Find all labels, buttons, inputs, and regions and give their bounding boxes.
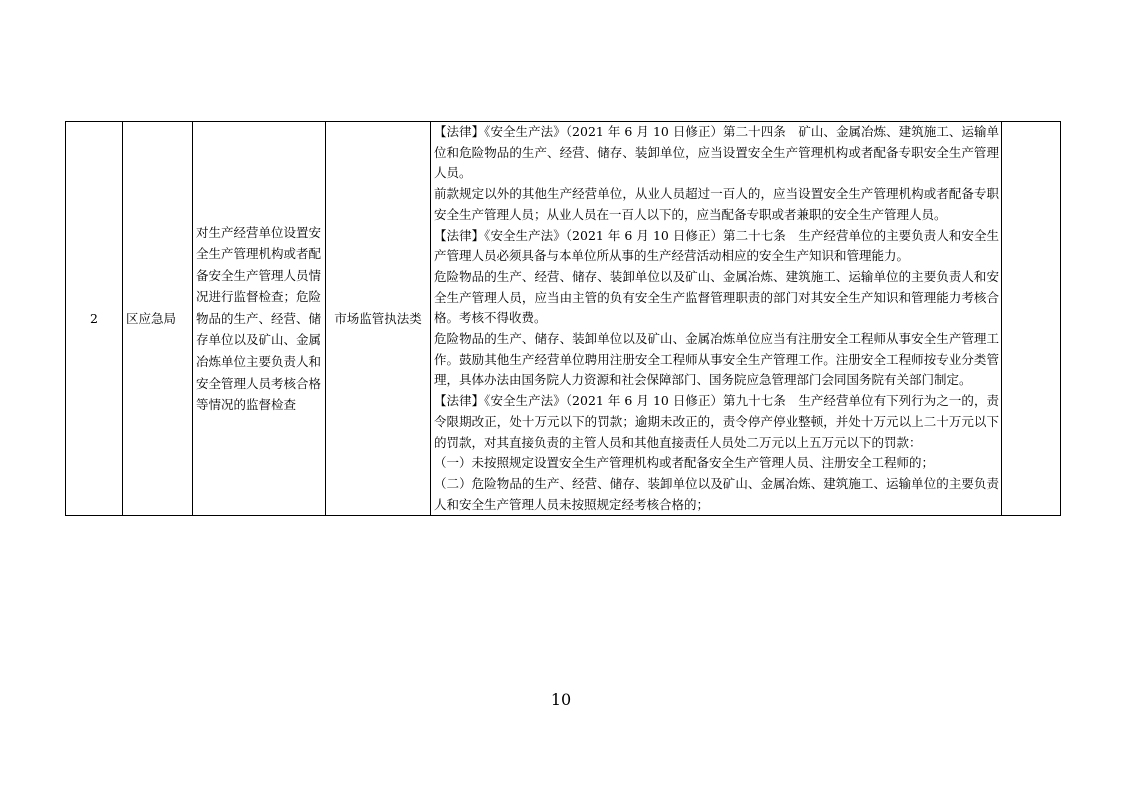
category-cell: 市场监管执法类 [326,122,431,516]
basis-paragraph: 危险物品的生产、经营、储存、装卸单位以及矿山、金属冶炼、建筑施工、运输单位的主要负责人和安全生产管理人员，应当由主管的负有安全生产监督管理职责的部门对其安全生产知识和管理能力考核合格。考核不得收费。 [434,268,999,326]
basis-paragraph: 【法律】《安全生产法》（2021 年 6 月 10 日修正）第二十七条 生产经营单位的主要负责人和安全生产管理人员必须具备与本单位所从事的生产经营活动相应的安全生产知识和管理能力。 [434,227,999,264]
table-row [66,122,1061,516]
basis-paragraph: （二）危险物品的生产、经营、储存、装卸单位以及矿山、金属冶炼、建筑施工、运输单位的主要负责人和安全生产管理人员未按照规定经考核合格的； [434,475,999,512]
check-item-text: 对生产经营单位设置安全生产管理机构或者配备安全生产管理人员情况进行监督检查；危险物品的生产、经营、储存单位以及矿山、金属冶炼单位主要负责人和安全管理人员考核合格等情况的监督检查 [196,224,322,413]
note-cell [1002,122,1061,516]
page-number: 10 [550,690,572,709]
basis-paragraph: 【法律】《安全生产法》（2021 年 6 月 10 日修正）第九十七条 生产经营单位有下列行为之一的，责令限期改正，处十万元以下的罚款；逾期未改正的，责令停产停业整顿，并处十万元以上二十万元以下的罚款，对其直接负责的主管人员和其他直接责任人员处二万元以上五万元以下的罚款： [434,393,999,450]
basis-paragraph: 【法律】《安全生产法》（2021 年 6 月 10 日修正）第二十四条 矿山、金属冶炼、建筑施工、运输单位和危险物品的生产、经营、储存、装卸单位，应当设置安全生产管理机构或者配备专职安全生产管理人员。 [434,124,999,181]
basis-paragraph: （一）未按照规定设置安全生产管理机构或者配备安全生产管理人员、注册安全工程师的； [434,455,935,471]
check-item-cell [193,122,326,516]
basis-paragraph: 危险物品的生产、储存、装卸单位以及矿山、金属冶炼单位应当有注册安全工程师从事安全生产管理工作。鼓励其他生产经营单位聘用注册安全工程师从事安全生产管理工作。注册安全工程师按专业分类管理，具体办法由国务院人力资源和社会保障部门、国务院应急管理部门会同国务院有关部门制定。 [434,331,999,388]
row-number: 2 [66,122,123,516]
basis-paragraph: 前款规定以外的其他生产经营单位，从业人员超过一百人的，应当设置安全生产管理机构或者配备专职安全生产管理人员；从业人员在一百人以下的，应当配备专职或者兼职的安全生产管理人员。 [434,186,999,222]
legal-basis-cell [431,122,1002,516]
legal-basis-text [431,122,1001,515]
supervision-items-table [65,121,1061,516]
department-cell: 区应急局 [123,122,193,516]
